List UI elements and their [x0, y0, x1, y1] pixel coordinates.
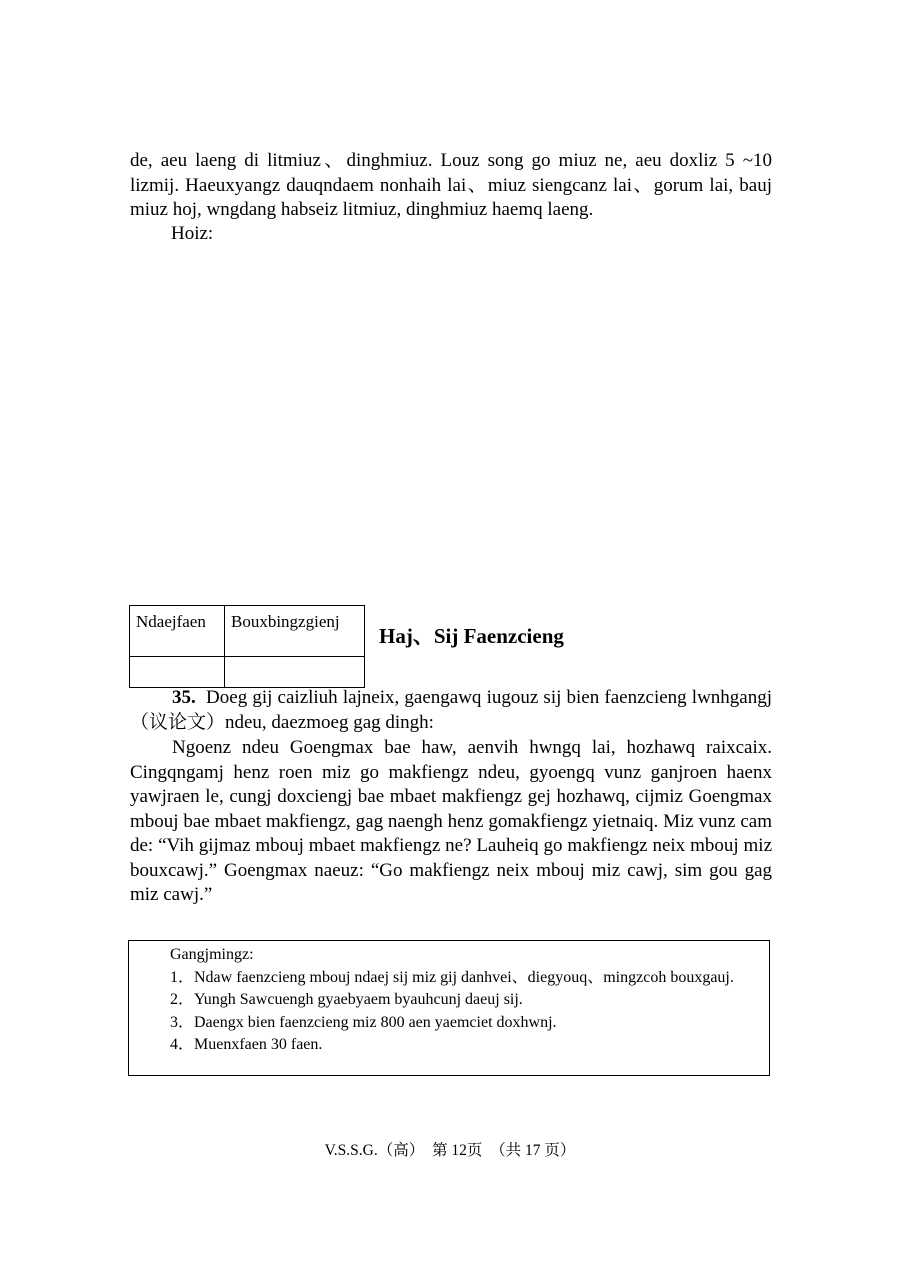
- note-item: 2．Yungh Sawcuengh gyaebyaem byauhcunj daeuj sij.: [170, 991, 523, 1008]
- score-header-grader: Bouxbingzgienj: [225, 606, 365, 657]
- section-title: Haj、Sij Faenzcieng: [379, 624, 564, 648]
- score-table: [129, 605, 365, 688]
- top-paragraph: de, aeu laeng di litmiuz、dinghmiuz. Louz song go miuz ne, aeu doxliz 5 ~10 lizmij. Haeuxyangz dauqndaem nonhaih lai、miuz siengcanz lai、gorum lai, bauj miuz hoj, wngdang habseiz litmiuz, dinghmiuz haemq laeng.: [130, 150, 772, 220]
- answer-label: Hoiz:: [171, 223, 214, 244]
- question-number: 35.: [172, 687, 196, 708]
- note-item: 3．Daengx bien faenzcieng miz 800 aen yaemciet doxhwnj.: [170, 1013, 557, 1031]
- score-cell[interactable]: [130, 657, 225, 688]
- page-footer: V.S.S.G.（高） 第 12页 （共 17 页）: [324, 1142, 576, 1159]
- note-item: 4．Muenxfaen 30 faen.: [170, 1036, 323, 1053]
- reading-passage: Ngoenz ndeu Goengmax bae haw, aenvih hwngq lai, hozhawq raixcaix. Cingqngamj henz roen miz go makfiengz ndeu, gyoengq vunz ganjroen haenx yawjraen le, cungj doxciengj bae mbaet makfiengz gej hozhawq, cijmiz Goengmax mbouj bae mbaet makfiengz, gag naengh henz gomakfiengz yietnaiq. Miz vunz cam de: “Vih gijmaz mbouj mbaet makfiengz ne? Lauheiq go makfiengz neix mbouj miz bouxcawj.” Goengmax naeuz: “Go makfiengz neix mbouj miz cawj, sim gou gag miz cawj.”: [130, 737, 772, 905]
- notes-box: [128, 940, 770, 1076]
- note-item: 1．Ndaw faenzcieng mbouj ndaej sij miz gij danhvei、diegyouq、mingzcoh bouxgauj.: [170, 968, 734, 986]
- score-header-ndaejfaen: Ndaejfaen: [130, 606, 225, 657]
- notes-heading: Gangjmingz:: [170, 946, 254, 963]
- question-35: [130, 686, 772, 735]
- grader-cell[interactable]: [225, 657, 365, 688]
- question-text: Doeg gij caizliuh lajneix, gaengawq iugouz sij bien faenzcieng lwnhgangj（议论文）ndeu, daezmoeg gag dingh:: [130, 687, 773, 733]
